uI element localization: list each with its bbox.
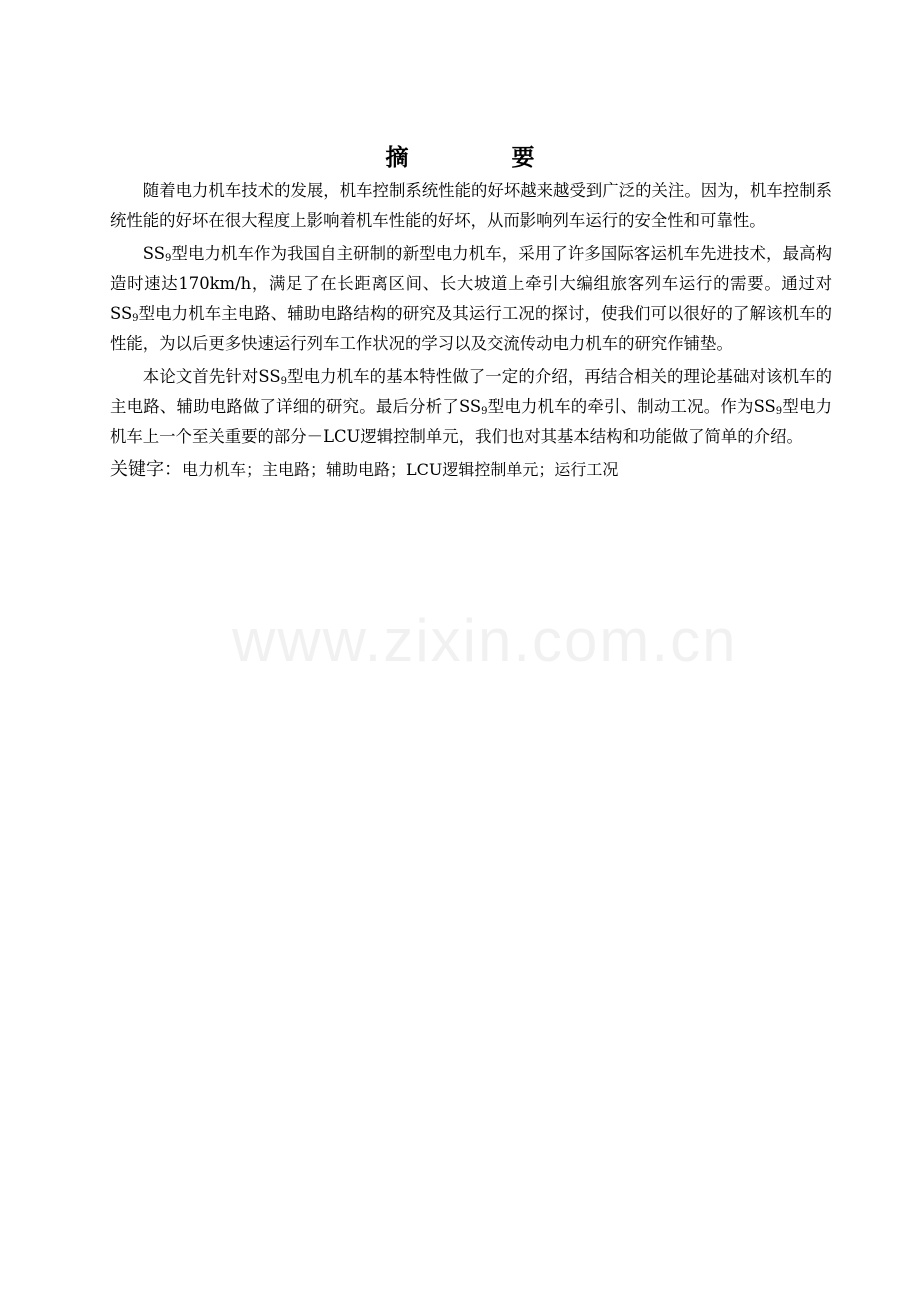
keywords-line — [110, 455, 832, 485]
subscript: 9 — [775, 406, 783, 417]
subscript: 9 — [481, 406, 488, 417]
text-segment: SS — [142, 244, 165, 263]
abstract-title: 摘 要 — [385, 145, 575, 171]
subscript: 9 — [280, 376, 287, 387]
text-segment: 型电力机车作为我国自主研制的新型电力机车，采用了许多国际客运机车先进技术，最高构造时速达170km/h，满足了在长距离区间、长大坡道上牵引大编组旅客列车运行的需要。通过对SS — [110, 244, 832, 323]
abstract-paragraph-1: 随着电力机车技术的发展，机车控制系统性能的好坏越来越受到广泛的关注。因为，机车控制系统性能的好坏在很大程度上影响着机车性能的好坏，从而影响列车运行的安全性和可靠性。 — [110, 181, 832, 230]
keywords-values: 电力机车；主电路；辅助电路；LCU逻辑控制单元；运行工况 — [182, 460, 619, 479]
watermark: www.zixin.com.cn — [232, 607, 738, 674]
text-segment: 型电力机车上一个至关重要的部分－LCU逻辑控制单元，我们也对其基本结构和功能做了简单的介绍。 — [110, 397, 833, 446]
keywords-label: 关键字： — [110, 459, 182, 480]
subscript: 9 — [164, 253, 172, 264]
abstract-body — [110, 176, 832, 485]
text-segment: 型电力机车的牵引、制动工况。作为SS — [487, 397, 776, 416]
text-segment: 型电力机车的基本特性做了一定的介绍，再结合相关的理论基础对该机车的主电路、辅助电路做了详细的研究。最后分析了SS — [110, 367, 833, 416]
text-segment: 型电力机车主电路、辅助电路结构的研究及其运行工况的探讨，使我们可以很好的了解该机车的性能，为以后更多快速运行列车工作状况的学习以及交流传动电力机车的研究作铺垫。 — [110, 304, 832, 353]
abstract-paragraph-2 — [110, 239, 832, 359]
text-segment: 本论文首先针对SS — [142, 367, 281, 386]
abstract-paragraph-3 — [110, 362, 832, 452]
subscript: 9 — [132, 313, 139, 324]
